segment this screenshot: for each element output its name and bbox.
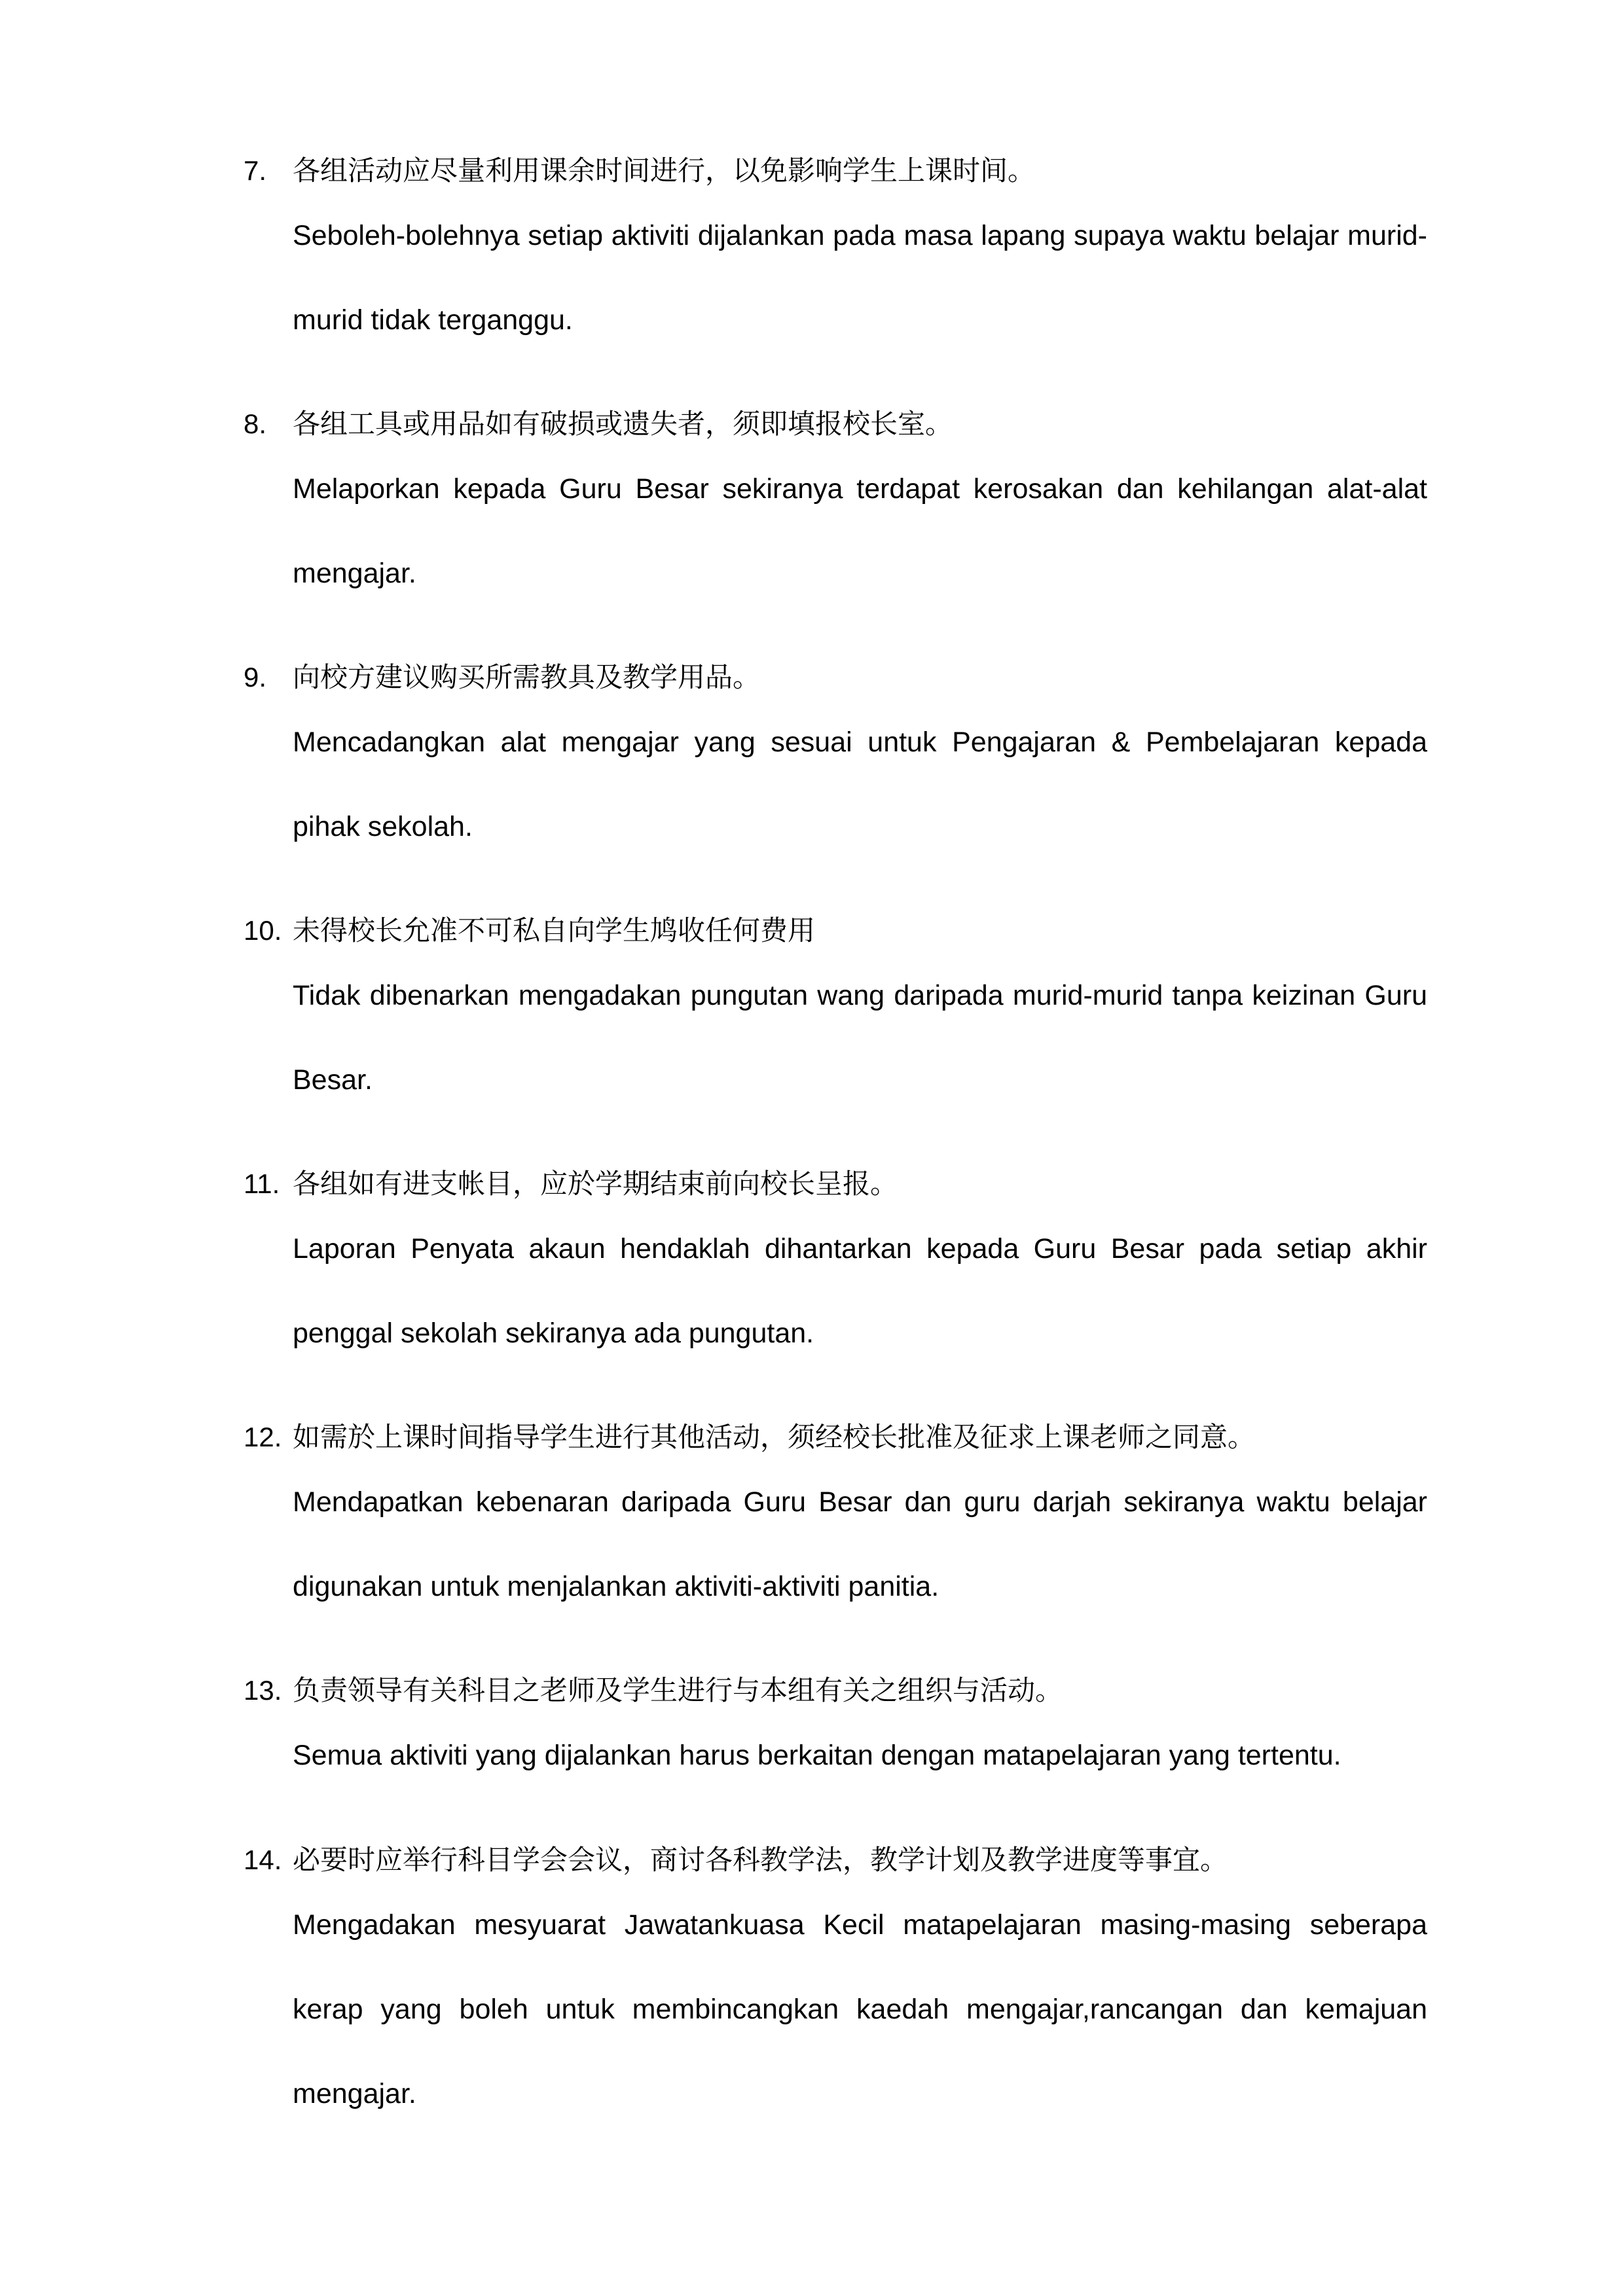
item-number: 14. <box>244 1844 282 1875</box>
item-number: 10. <box>244 915 282 946</box>
chinese-line <box>244 1837 1427 1883</box>
chinese-text: 必要时应举行科目学会会议，商讨各科教学法，教学计划及教学进度等事宜。 <box>293 1844 1228 1876</box>
malay-text: Tidak dibenarkan mengadakan pungutan wang daripada murid-murid tanpa keizinan Guru Besar. <box>293 980 1427 1096</box>
item-number: 12. <box>244 1422 282 1452</box>
chinese-text: 负责领导有关科目之老师及学生进行与本组有关之组织与活动。 <box>293 1674 1063 1706</box>
item-number: 11. <box>244 1168 280 1199</box>
malay-text: Mengadakan mesyuarat Jawatankuasa Kecil matapelajaran masing-masing seberapa kerap yang boleh untuk membincangkan kaedah mengajar,rancangan dan kemajuan mengajar. <box>293 1909 1427 2109</box>
chinese-text: 未得校长允准不可私自向学生鸠收任何费用 <box>293 914 816 946</box>
item-number: 13. <box>244 1675 282 1706</box>
chinese-line <box>244 655 1427 700</box>
chinese-line <box>244 908 1427 954</box>
item-number: 9. <box>244 662 267 692</box>
list-item <box>244 148 1427 336</box>
item-number: 7. <box>244 155 267 186</box>
chinese-text: 如需於上课时间指导学生进行其他活动，须经校长批准及征求上课老师之同意。 <box>293 1421 1256 1453</box>
chinese-line <box>244 1668 1427 1713</box>
list-item <box>244 1414 1427 1602</box>
malay-text: Seboleh-bolehnya setiap aktiviti dijalankan pada masa lapang supaya waktu belajar murid-murid tidak terganggu. <box>293 220 1427 336</box>
chinese-text: 各组如有进支帐目，应於学期结束前向校长呈报。 <box>293 1168 898 1200</box>
chinese-line <box>244 1161 1427 1207</box>
list-item <box>244 1161 1427 1349</box>
chinese-line <box>244 148 1427 194</box>
list-item <box>244 908 1427 1096</box>
malay-text: Semua aktiviti yang dijalankan harus berkaitan dengan matapelajaran yang tertentu. <box>293 1740 1341 1771</box>
malay-text: Melaporkan kepada Guru Besar sekiranya terdapat kerosakan dan kehilangan alat-alat mengajar. <box>293 473 1427 589</box>
list-item <box>244 401 1427 589</box>
malay-text: Mencadangkan alat mengajar yang sesuai untuk Pengajaran & Pembelajaran kepada pihak sekolah. <box>293 726 1427 842</box>
chinese-line <box>244 1414 1427 1460</box>
chinese-text: 向校方建议购买所需教具及教学用品。 <box>293 661 761 693</box>
chinese-text: 各组工具或用品如有破损或遗失者，须即填报校长室。 <box>293 408 953 440</box>
list-item <box>244 655 1427 842</box>
chinese-text: 各组活动应尽量利用课余时间进行，以免影响学生上课时间。 <box>293 154 1036 187</box>
list-item <box>244 1668 1427 1771</box>
malay-text: Mendapatkan kebenaran daripada Guru Besar dan guru darjah sekiranya waktu belajar digunakan untuk menjalankan aktiviti-aktiviti panitia. <box>293 1486 1427 1602</box>
chinese-line <box>244 401 1427 447</box>
list-item <box>244 1837 1427 2109</box>
item-number: 8. <box>244 408 267 439</box>
malay-text: Laporan Penyata akaun hendaklah dihantarkan kepada Guru Besar pada setiap akhir penggal sekolah sekiranya ada pungutan. <box>293 1233 1427 1349</box>
